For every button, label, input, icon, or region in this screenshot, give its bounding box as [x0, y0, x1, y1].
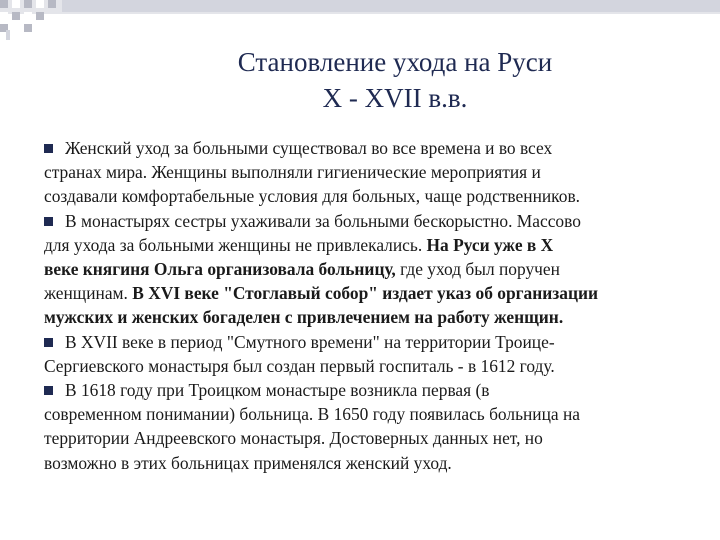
text-line: Женский уход за больными существовал во все времена и во всех [44, 136, 692, 160]
text-line: В 1618 году при Троицком монастыре возникла первая (в [44, 378, 692, 402]
text-line: В XVII веке в период "Смутного времени" на территории Троице- [44, 330, 692, 354]
text-line: территории Андреевского монастыря. Достоверных данных нет, но [44, 428, 543, 449]
bullet-paragraph-4 [44, 378, 692, 475]
square-bullet-icon [44, 338, 53, 347]
text-line: для ухода за больными женщины не привлекались. На Руси уже в X [44, 234, 554, 255]
text-line: веке княгиня Ольга организовала больницу, где уход был поручен [44, 259, 560, 280]
text-line: создавали комфортабельные условия для больных, чаще родственников. [44, 186, 580, 207]
decorative-header-pattern [0, 0, 720, 40]
text-line: В монастырях сестры ухаживали за больными бескорыстно. Массово [44, 209, 692, 233]
square-bullet-icon [44, 217, 53, 226]
text-line: странах мира. Женщины выполняли гигиенические мероприятия и [44, 162, 541, 183]
bullet-paragraph-3 [44, 330, 692, 378]
text-line: современном понимании) больница. В 1650 году появилась больница на [44, 404, 581, 425]
text-line: возможно в этих больницах применялся женский уход. [44, 452, 452, 473]
title-line-2: X - XVII в.в. [322, 83, 468, 113]
slide-title [0, 44, 720, 116]
bullet-paragraph-1 [44, 136, 692, 209]
bullet-paragraph-2 [44, 209, 692, 330]
text-line: Сергиевского монастыря был создан первый госпиталь - в 1612 году. [44, 355, 555, 376]
slide-body [44, 136, 692, 475]
title-line-1: Становление ухода на Руси [237, 47, 553, 77]
text-line: женщинам. В XVI веке "Стоглавый собор" издает указ об организации [44, 283, 598, 304]
square-bullet-icon [44, 144, 53, 153]
text-line: мужских и женских богаделен с привлечением на работу женщин. [44, 307, 564, 328]
square-bullet-icon [44, 386, 53, 395]
